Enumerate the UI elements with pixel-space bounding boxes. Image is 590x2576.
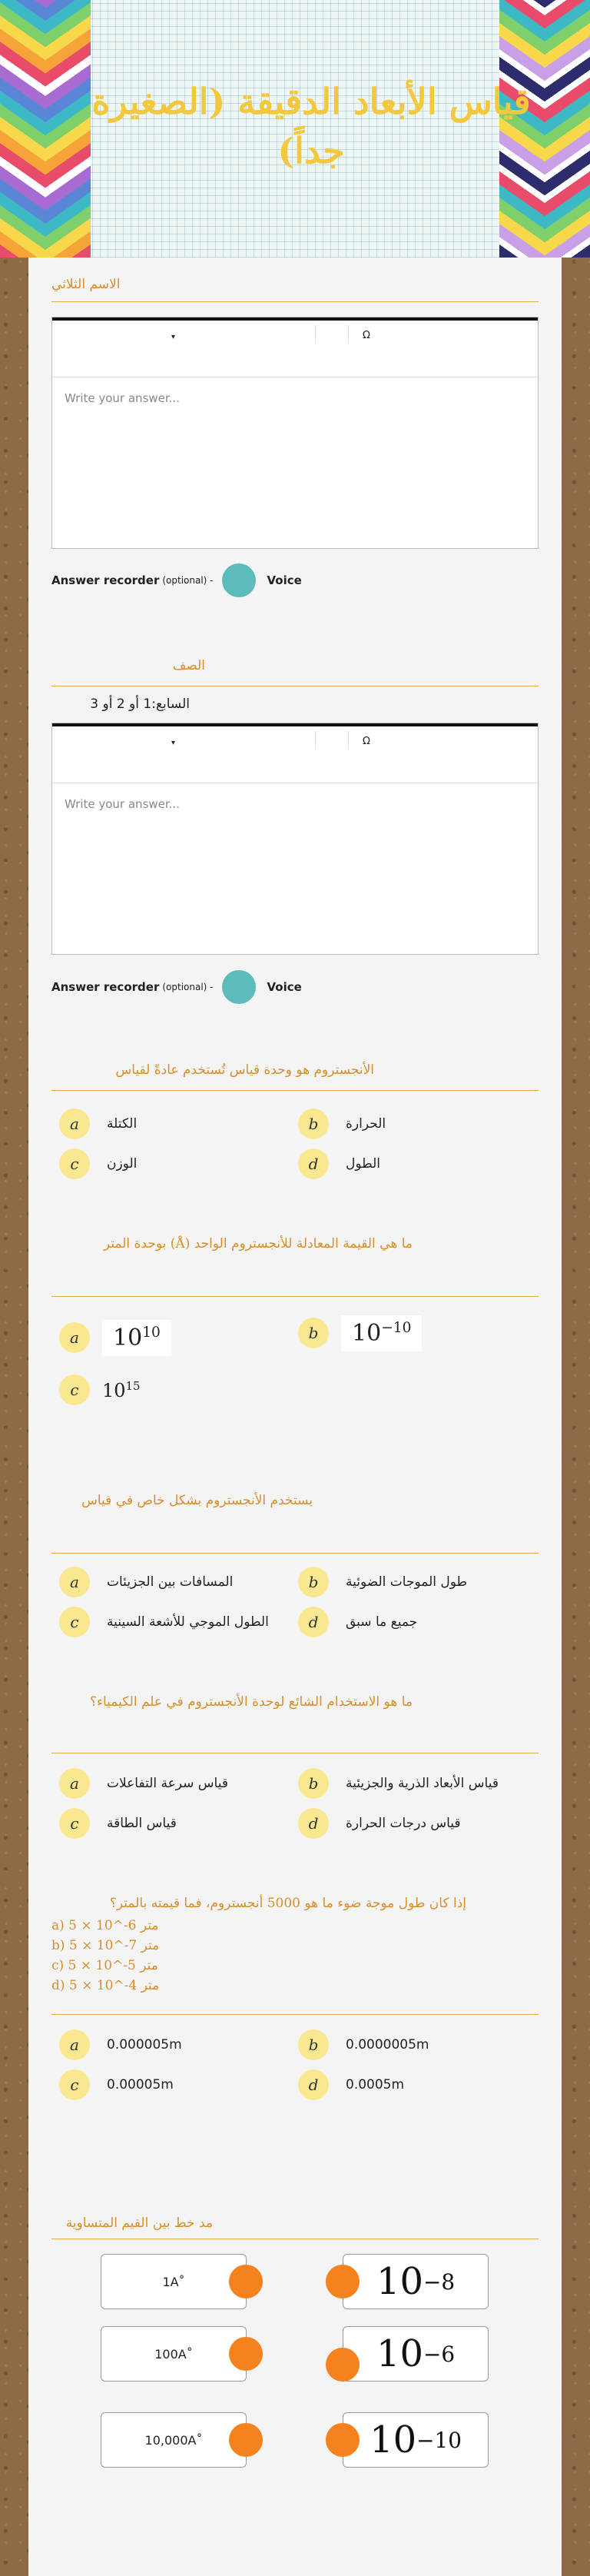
q5-option-d[interactable] xyxy=(298,1607,417,1637)
q4-option-a[interactable] xyxy=(59,1315,171,1361)
q2-title: الصف xyxy=(172,658,205,673)
font-dropdown-caret-icon[interactable]: ▾ xyxy=(171,333,176,341)
q7-line-d: d) 5 × 10^-4 متر xyxy=(51,1978,160,1993)
match-handle-right-2[interactable] xyxy=(326,2348,360,2382)
q7-line-c: c) 5 × 10^-5 متر xyxy=(51,1958,158,1973)
q5-title: يستخدم الأنجستروم بشكل خاص في قياس xyxy=(81,1493,313,1508)
q5-option-a[interactable] xyxy=(59,1567,233,1597)
q5-option-c[interactable] xyxy=(59,1607,269,1637)
q4-option-c[interactable] xyxy=(59,1374,140,1405)
toolbar-separator xyxy=(315,731,316,750)
match-left-2[interactable]: 100A˚ xyxy=(101,2326,247,2382)
option-text: المسافات بين الجزيئات xyxy=(107,1574,234,1590)
option-letter-badge: b xyxy=(298,1109,329,1139)
font-dropdown-caret-icon[interactable]: ▾ xyxy=(171,739,176,747)
voice-record-button[interactable] xyxy=(222,563,256,597)
q3-option-d[interactable] xyxy=(298,1148,380,1179)
q5-divider xyxy=(51,1553,539,1554)
option-letter-badge: b xyxy=(298,1567,329,1597)
voice-record-button[interactable] xyxy=(222,970,256,1004)
match-left-1[interactable]: 1A˚ xyxy=(101,2254,247,2309)
toolbar-separator xyxy=(348,325,349,344)
q4-option-b[interactable] xyxy=(298,1310,422,1356)
worksheet-header xyxy=(0,0,590,258)
option-text: الحرارة xyxy=(346,1116,386,1132)
option-letter-badge: a xyxy=(59,1109,90,1139)
q1-editor-toolbar xyxy=(52,317,538,377)
q8-title: مد خط بين القيم المتساوية xyxy=(65,2215,213,2231)
q1-title: الاسم الثلاثي xyxy=(51,277,121,292)
voice-label: Voice xyxy=(267,980,302,994)
match-right-1[interactable]: 10 −8 xyxy=(343,2254,489,2309)
q2-editor-toolbar xyxy=(52,723,538,783)
toolbar-separator xyxy=(315,325,316,344)
option-text: الطول xyxy=(346,1156,380,1172)
recorder-optional: (optional) - xyxy=(162,575,214,586)
q2-answer-recorder xyxy=(51,970,302,1004)
q3-option-c[interactable] xyxy=(59,1148,137,1179)
chevron-pattern-left xyxy=(0,0,91,258)
option-letter-badge: d xyxy=(298,1148,329,1179)
option-letter-badge: a xyxy=(59,1768,90,1799)
recorder-label: Answer recorder xyxy=(51,573,160,587)
option-math: $10^{15}$ xyxy=(102,1378,141,1401)
q2-answer-input[interactable]: Write your answer... xyxy=(65,797,180,811)
special-char-omega-icon[interactable]: Ω xyxy=(363,736,370,747)
option-text: الوزن xyxy=(107,1156,138,1172)
q6-title: ما هو الاستخدام الشائع لوحدة الأنجستروم في علم الكيمياء؟ xyxy=(89,1694,413,1710)
q7-line-b: b) 5 × 10^-7 متر xyxy=(51,1938,160,1953)
q6-option-c[interactable] xyxy=(59,1808,177,1839)
option-letter-badge: b xyxy=(298,2029,329,2060)
toolbar-separator xyxy=(348,731,349,750)
q3-option-b[interactable] xyxy=(298,1109,386,1139)
match-left-3[interactable]: 10,000A˚ xyxy=(101,2412,247,2468)
option-letter-badge: a xyxy=(59,1567,90,1597)
match-handle-left-2[interactable] xyxy=(229,2337,263,2371)
special-char-omega-icon[interactable]: Ω xyxy=(363,330,370,341)
match-right-3[interactable]: 10 −10 xyxy=(343,2412,489,2468)
option-text: 0.0000005m xyxy=(346,2037,429,2052)
q6-option-b[interactable] xyxy=(298,1768,499,1799)
option-text: جميع ما سبق xyxy=(346,1614,418,1630)
q1-answer-input[interactable]: Write your answer... xyxy=(65,391,180,405)
option-text: 0.00005m xyxy=(107,2077,174,2092)
option-text: 0.000005m xyxy=(107,2037,182,2052)
q7-option-c[interactable] xyxy=(59,2069,174,2100)
q3-option-a[interactable] xyxy=(59,1109,137,1139)
match-right-2[interactable]: 10 −6 xyxy=(343,2326,489,2382)
q4-divider xyxy=(51,1296,539,1297)
option-letter-badge: b xyxy=(298,1318,329,1348)
option-math: $10^{10}$ xyxy=(102,1320,171,1356)
option-letter-badge: a xyxy=(59,2029,90,2060)
match-handle-right-1[interactable] xyxy=(326,2265,360,2298)
q7-choice-lines xyxy=(51,1916,205,1996)
option-math: $10^{-10}$ xyxy=(341,1315,422,1351)
match-handle-left-1[interactable] xyxy=(229,2265,263,2298)
option-letter-badge: d xyxy=(298,1808,329,1839)
option-letter-badge: c xyxy=(59,1607,90,1637)
option-text: طول الموجات الضوئية xyxy=(346,1574,468,1590)
option-letter-badge: c xyxy=(59,2069,90,2100)
option-text: الكتلة xyxy=(107,1116,138,1132)
q7-option-b[interactable] xyxy=(298,2029,429,2060)
option-text: قياس سرعة التفاعلات xyxy=(107,1776,228,1791)
option-letter-badge: a xyxy=(59,1322,90,1353)
voice-label: Voice xyxy=(267,573,302,587)
q4-title: ما هي القيمة المعادلة للأنجستروم الواحد (Å) بوحدة المتر xyxy=(103,1236,413,1251)
match-handle-left-3[interactable] xyxy=(229,2423,263,2457)
worksheet-title: قياس الأبعاد الدقيقة (الصغيرة جداً) xyxy=(91,81,531,171)
option-text: قياس الأبعاد الذرية والجزيئية xyxy=(346,1776,499,1791)
option-text: قياس الطاقة xyxy=(107,1816,177,1831)
recorder-optional: (optional) - xyxy=(162,982,214,992)
option-letter-badge: b xyxy=(298,1768,329,1799)
option-letter-badge: d xyxy=(298,2069,329,2100)
q7-option-a[interactable] xyxy=(59,2029,182,2060)
q5-option-b[interactable] xyxy=(298,1567,467,1597)
option-letter-badge: c xyxy=(59,1808,90,1839)
q3-divider xyxy=(51,1090,539,1091)
option-text: قياس درجات الحرارة xyxy=(346,1816,461,1831)
q7-divider xyxy=(51,2014,539,2015)
q1-answer-recorder xyxy=(51,563,302,597)
option-text: الطول الموجي للأشعة السينية xyxy=(107,1614,269,1630)
recorder-label: Answer recorder xyxy=(51,980,160,994)
q7-option-d[interactable] xyxy=(298,2069,404,2100)
q6-option-d[interactable] xyxy=(298,1808,461,1839)
option-letter-badge: d xyxy=(298,1607,329,1637)
match-handle-right-3[interactable] xyxy=(326,2423,360,2457)
q7-title: إذا كان طول موجة ضوء ما هو 5000 أنجستروم، فما قيمته بالمتر؟ xyxy=(109,1896,466,1911)
option-text: 0.0005m xyxy=(346,2077,405,2092)
q2-answer-editor[interactable] xyxy=(51,723,539,955)
q3-title: الأنجستروم هو وحدة قياس تُستخدم عادةً لقياس xyxy=(115,1062,374,1078)
q6-option-a[interactable] xyxy=(59,1768,228,1799)
option-letter-badge: c xyxy=(59,1374,90,1405)
q7-line-a: a) 5 × 10^-6 متر xyxy=(51,1918,159,1933)
option-letter-badge: c xyxy=(59,1148,90,1179)
q1-answer-editor[interactable] xyxy=(51,317,539,549)
q1-divider xyxy=(51,301,539,302)
q2-subtitle: السابع:1 أو 2 أو 3 xyxy=(90,696,190,712)
